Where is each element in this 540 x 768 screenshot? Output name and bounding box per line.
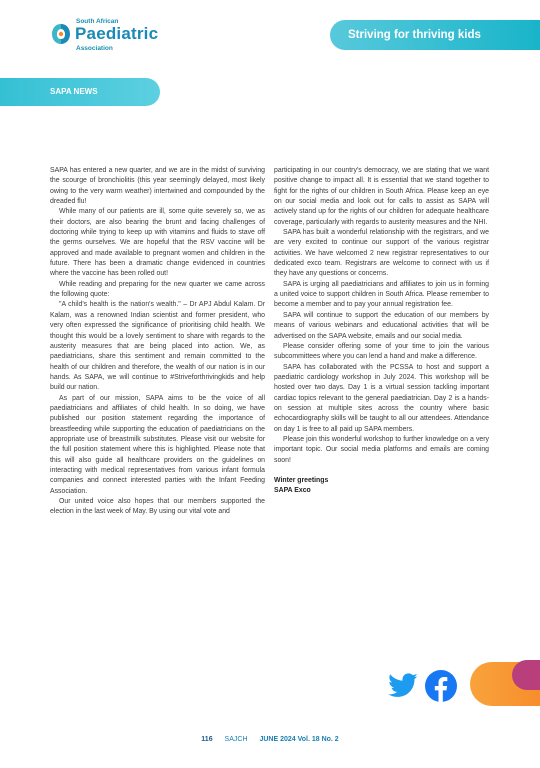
page-number: 116 [201, 736, 213, 743]
paragraph: While reading and preparing for the new quarter we came across the following quote: [50, 280, 265, 299]
left-column [50, 166, 265, 518]
signoff [274, 476, 489, 497]
journal-name: SAJCH [224, 736, 248, 743]
page-footer [0, 736, 540, 743]
signoff-author: SAPA Exco [274, 487, 311, 495]
paragraph: SAPA has entered a new quarter, and we are in the midst of surviving the scourge of bronchiolitis (this year seemingly delayed, most likely owing to the very warm weather) intertwined and compounded by the dreaded flu! [50, 167, 265, 206]
issue-info: JUNE 2024 Vol. 18 No. 2 [259, 736, 339, 743]
paragraph: SAPA has collaborated with the PCSSA to host and support a paediatric cardiology workshop in July 2024. This workshop will be hosted over two days. Day 1 is a virtual session tackling important cardiac topics relevant to the general paediatrician. Day 2 is a hands-on session at multiple sites across the country where basic echocardiography skills will be taught to all our attendees. Attendance on day 1 is free to all paid up SAPA members. [274, 363, 489, 433]
paragraph: Our united voice also hopes that our members supported the election in the last week of May. By using our vital vote and [50, 498, 265, 516]
paragraph: SAPA has built a wonderful relationship with the registrars, and we are very excited to continue our support of the various registrar activities. We have welcomed 2 new registrar representatives to our dedicated exco team. Registrars are welcome to connect with us if they have any questions or concerns. [274, 229, 489, 278]
paragraph: participating in our country's democracy, we are stating that we want positive change to impact all. It is essential that we stand together to fight for the rights of our children in South Africa. Please keep an eye on our social media and look out for calls to assist as SAPA will actively stand up for the rights of our children for adequate healthcare coverage, particularly with regards to austerity measures and the NHI. [274, 167, 489, 226]
twitter-icon[interactable] [387, 670, 419, 702]
facebook-icon[interactable] [425, 670, 457, 702]
paragraph: SAPA is urging all paediatricians and affiliates to join us in forming a united voice to support children in South Africa. Please remember to become a member and to pay your annual registration fee. [274, 280, 489, 309]
logo-org-sub: Association [76, 45, 113, 52]
decorative-magenta-shape [512, 660, 540, 690]
sapa-logo [50, 16, 210, 56]
paragraph: While many of our patients are ill, some quite severely so, we as their doctors, are also bearing the brunt and facing challenges of doctoring while trying to keep up with vitamins and fluids to stave off the germs ourselves. We are hopeful that the RSV vaccine will be approved and made available to pregnant women and children in the future. There has been a dramatic change evidenced in countries where the vaccine has been rolled out! [50, 208, 265, 278]
section-title: SAPA NEWS [0, 78, 160, 106]
header-banner: Striving for thriving kids [330, 20, 540, 50]
signoff-greeting: Winter greetings [274, 476, 329, 484]
logo-org-main: Paediatric [75, 24, 159, 43]
paragraph: As part of our mission, SAPA aims to be the voice of all paediatricians and affiliates of child health. In so doing, we have published our position statement regarding the importance of breastfeeding while supporting the education of paediatricians on the appropriate use of breastmilk substitutes. Please visit our website for the full position statement where this is highlighted. Please note that this will also guide all healthcare providers on the guidelines on interacting with medical representatives from various infant formula companies and connect interested parties with the Infant Feeding Association. [50, 394, 265, 495]
logo-org-small: South African [76, 18, 119, 25]
right-column [274, 166, 489, 497]
paragraph: SAPA will continue to support the education of our members by means of various webinars and educational activities that will be advertised on the SAPA website, emails and our social media. [274, 311, 489, 340]
paragraph: Please consider offering some of your time to join the various subcommittees where you can lend a hand and make a difference. [274, 342, 489, 361]
sapa-logo-mark-icon [50, 22, 72, 46]
paragraph: "A child's health is the nation's wealth." – Dr APJ Abdul Kalam. Dr Kalam, was a renowned Indian scientist and former president, who very often expressed the significance of prioritising child health. We thought this would be a lovely sentiment to share with regards to the austerity measures that are being placed into action. We, as paediatricians, share this sentiment and remain committed to the health of our children and therefore, the wealth of our nation is in our hands. As SAPA, we will continue to #Striveforthrivingkids and help build our nation. [50, 301, 265, 392]
paragraph: Please join this wonderful workshop to further knowledge on a very important topic. Our social media platforms and emails are coming soon! [274, 435, 489, 464]
